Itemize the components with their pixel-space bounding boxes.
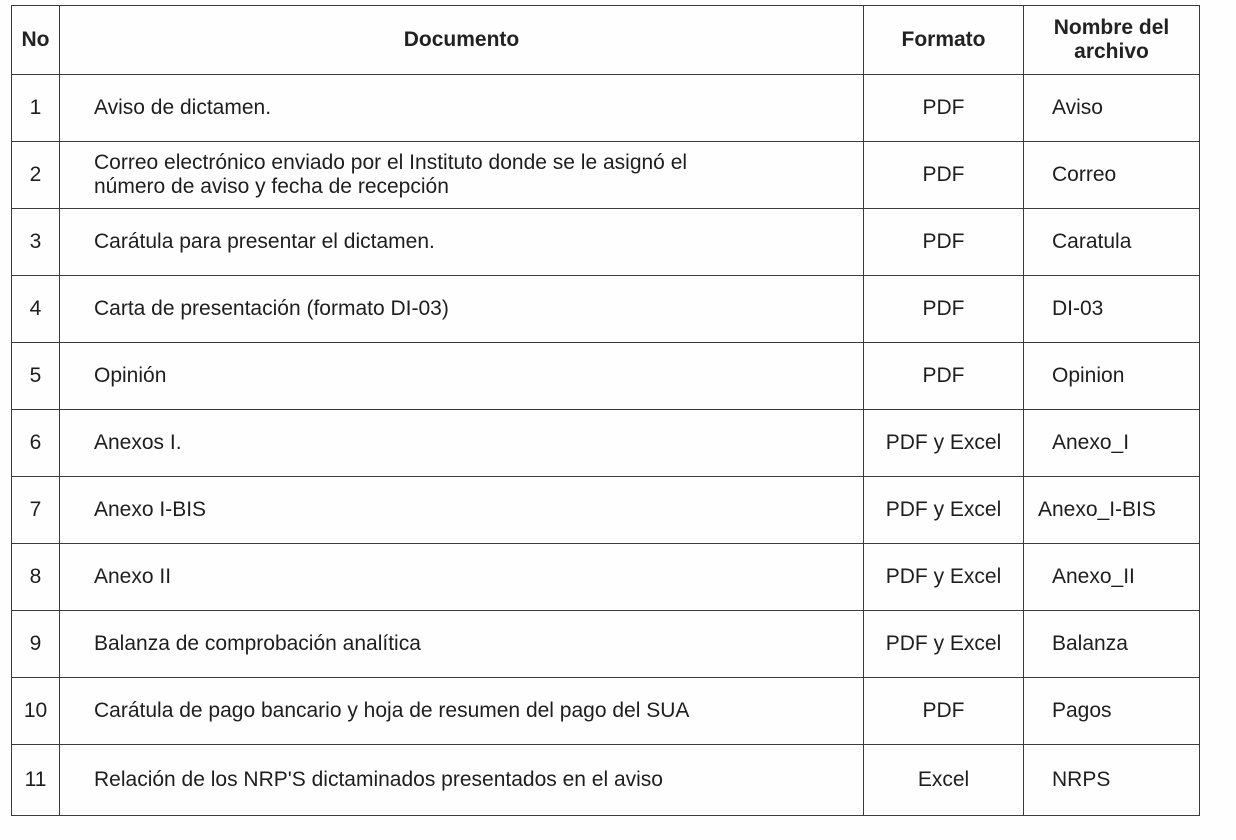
- row-number: 5: [12, 343, 60, 410]
- table-row: [12, 75, 1200, 142]
- row-number: 9: [12, 611, 60, 678]
- table-row: [12, 209, 1200, 276]
- row-filename: Anexo_II: [1024, 544, 1200, 611]
- row-filename: Balanza: [1024, 611, 1200, 678]
- row-number: 4: [12, 276, 60, 343]
- row-filename: Opinion: [1024, 343, 1200, 410]
- row-filename: NRPS: [1024, 745, 1200, 816]
- row-filename: Pagos: [1024, 678, 1200, 745]
- row-document: Carátula para presentar el dictamen.: [60, 209, 864, 276]
- row-format: PDF: [864, 142, 1024, 209]
- row-number: 8: [12, 544, 60, 611]
- row-filename: DI-03: [1024, 276, 1200, 343]
- row-filename: Anexo_I-BIS: [1024, 477, 1200, 544]
- row-format: PDF y Excel: [864, 410, 1024, 477]
- table-header-row: [12, 6, 1200, 75]
- row-number: 3: [12, 209, 60, 276]
- documents-table: [11, 5, 1200, 816]
- row-document: Opinión: [60, 343, 864, 410]
- row-format: PDF y Excel: [864, 611, 1024, 678]
- row-format: Excel: [864, 745, 1024, 816]
- row-number: 11: [12, 745, 60, 816]
- row-format: PDF: [864, 209, 1024, 276]
- row-document: Carátula de pago bancario y hoja de resumen del pago del SUA: [60, 678, 864, 745]
- header-filename: [1024, 6, 1200, 75]
- row-document: Carta de presentación (formato DI-03): [60, 276, 864, 343]
- row-filename: Anexo_I: [1024, 410, 1200, 477]
- row-format: PDF: [864, 343, 1024, 410]
- row-format: PDF: [864, 75, 1024, 142]
- row-filename: Caratula: [1024, 209, 1200, 276]
- row-document: Anexo I-BIS: [60, 477, 864, 544]
- row-document: Anexos I.: [60, 410, 864, 477]
- table-row: [12, 142, 1200, 209]
- table-row: [12, 410, 1200, 477]
- row-document: Anexo II: [60, 544, 864, 611]
- row-format: PDF: [864, 678, 1024, 745]
- row-format: PDF y Excel: [864, 477, 1024, 544]
- header-format: Formato: [864, 6, 1024, 75]
- header-filename-line1: Nombre del: [1053, 16, 1170, 39]
- row-format: PDF y Excel: [864, 544, 1024, 611]
- table-row: [12, 678, 1200, 745]
- table-row: [12, 745, 1200, 816]
- table-row: [12, 611, 1200, 678]
- row-document: [60, 142, 864, 209]
- header-no: No: [12, 6, 60, 75]
- header-filename-line2: archivo: [1074, 40, 1149, 63]
- table-row: [12, 477, 1200, 544]
- row-number: 10: [12, 678, 60, 745]
- row-number: 6: [12, 410, 60, 477]
- row-document: Aviso de dictamen.: [60, 75, 864, 142]
- table-row: [12, 343, 1200, 410]
- row-format: PDF: [864, 276, 1024, 343]
- row-document: Relación de los NRP'S dictaminados presentados en el aviso: [60, 745, 864, 816]
- row-filename: Aviso: [1024, 75, 1200, 142]
- row-number: 1: [12, 75, 60, 142]
- header-document: Documento: [60, 6, 864, 75]
- table-row: [12, 544, 1200, 611]
- table-row: [12, 276, 1200, 343]
- row-document-line2: número de aviso y fecha de recepción: [94, 175, 449, 198]
- row-filename: Correo: [1024, 142, 1200, 209]
- row-number: 7: [12, 477, 60, 544]
- row-document-line1: Correo electrónico enviado por el Instituto donde se le asignó el: [94, 151, 688, 174]
- row-number: 2: [12, 142, 60, 209]
- row-document: Balanza de comprobación analítica: [60, 611, 864, 678]
